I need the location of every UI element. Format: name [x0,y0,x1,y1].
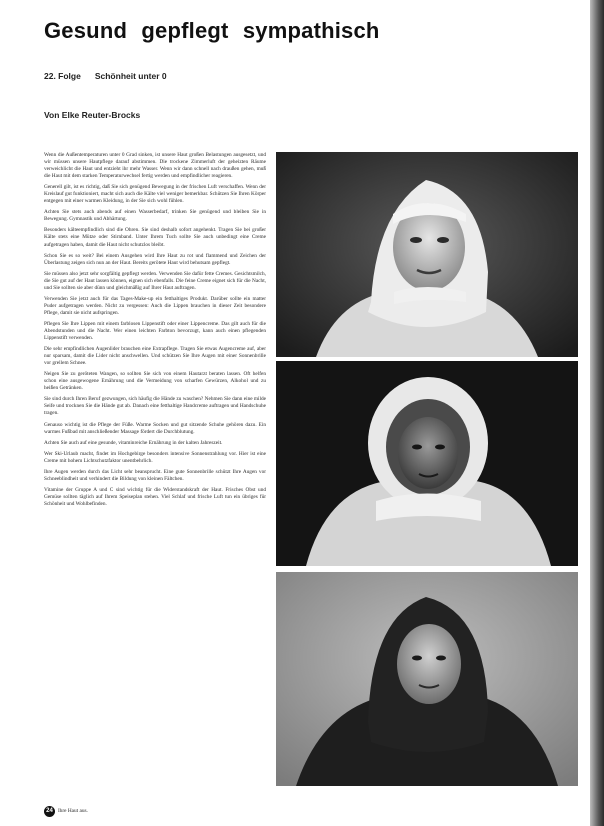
series-name: Schönheit unter 0 [94,71,167,81]
page-number: 24 [44,806,55,817]
body-paragraph: Achten Sie stets auch abends auf einen Wasserbedarf, trinken Sie genügend und bleiben Sie in Bewegung. Gymnastik und Abhärtung. [44,209,266,223]
photo-dark-hood [276,572,578,786]
body-paragraph: Schon Sie es so weit? Bei einem Ausgehen wird Ihre Haut zu rot und flammend und Zeichen der Überlastung zeigen sich nun an der Haut. Bereits gerötete Haut wird behutsam gepflegt. [44,252,266,266]
body-paragraph: Achten Sie auch auf eine gesunde, vitaminreiche Ernährung in der kalten Jahreszeit. [44,439,223,446]
body-paragraph: Ihre Augen werden durch das Licht sehr beansprucht. Eine gute Sonnenbrille schützt Ihre Augen vor Schneeblindheit und verhindert die Bildung von kleinen Fältchen. [44,468,266,482]
body-paragraph: Generell gilt, ist es richtig, daß Sie sich genügend Bewegung in der frischen Luft verschaffen. Wenn der Kreislauf gut funktioniert, macht sich auch die Kälte viel weniger bemerkbar. Schützen Sie Ihren Körper entgegen mit einer warmen Kleidung, in der Sie sich wohl fühlen. [44,184,266,205]
page-edge-shadow [590,0,604,826]
body-paragraph: Die sehr empfindlichen Augenlider brauchen eine Extrapflege. Tragen Sie etwas Augencreme auf, aber nur sparsam, damit die Lider nicht anschwellen. Und schützen Sie Ihre Augen mit einer Sonnenbrille vor grellem Schnee. [44,346,266,367]
body-paragraph: Wenn die Außentemperaturen unter 0 Grad sinken, ist unsere Haut großen Belastungen ausgesetzt, und wir müssen unsere Hautpflege darauf abstimmen. Die trockene Zimmerluft der geheizten Räume verweichlicht die Haut und entzieht ihr mehr Wasser. Wenn wir dann schnell nach draußen gehen, muß die Haut mit dem starken Temperaturwechsel fertig werden und empfindlicher reagieren. [44,152,266,180]
series-number: 22. Folge [44,71,81,81]
article-body [44,152,266,512]
article-title: Gesund gepflegt sympathisch [44,18,380,43]
body-paragraph: Sie sind durch Ihren Beruf gezwungen, sich häufig die Hände zu waschen? Nehmen Sie dann eine milde Seife und trocknen Sie die Hände gut ab. Danach eine fetthaltige Handcreme auftragen und Handschuhe tragen. [44,396,266,417]
body-paragraph: Neigen Sie zu geröteten Wangen, so sollten Sie sich von einem Hautarzt beraten lassen. Oft helfen schon eine ausgewogene Ernährung und die Vermeidung von scharfen Gewürzen, Alkohol und zu heißen Getränken. [44,371,266,392]
body-paragraph: Genauso wichtig ist die Pflege der Füße. Warme Socken und gut sitzende Schuhe gehören dazu. Ein warmes Fußbad mit anschließender Massage fördert die Durchblutung. [44,421,266,435]
photo-white-hood [276,152,578,357]
author-byline: Von Elke Reuter-Brocks [44,110,141,120]
closing-line: Ihre Haut aus. [58,808,88,814]
series-line [44,71,167,81]
body-paragraph: Verwenden Sie jetzt auch für das Tages-Make-up ein fetthaltiges Produkt. Darüber sollte ein matter Puder aufgetragen werden. Nicht zu vergessen: Auch die Lippen brauchen in dieser Zeit besondere Pflege, damit sie nicht aufspringen. [44,295,266,316]
body-paragraph: Sie müssen also jetzt sehr sorgfältig gepflegt werden. Verwenden Sie dafür fette Cremes. Gesichtsmilch, die Sie gut auf der Haut lassen können, eignen sich ebenfalls. Die feine Creme eignet sich für die Nacht, und Sie sollten sie aber dünn und gleichmäßig auf Ihrer Haut auftragen. [44,270,266,291]
body-paragraph: Besonders kälteempfindlich sind die Ohren. Sie sind deshalb sofort angehenkt. Tragen Sie bei großer Kälte stets eine Mütze oder Stirnband. Unter Ihrem Tuch sollte Sie auch unbedingt eine Creme aufgetragen haben, damit die Haut nicht schutzlos bleibt. [44,227,266,248]
body-paragraph: Vitamine der Gruppe A und C sind wichtig für die Widerstandskraft der Haut. Frisches Obst und Gemüse sollten täglich auf Ihrem Speiseplan stehen. Viel Schlaf und frische Luft tun ein übriges für Schönheit und Wohlbefinden. [44,486,266,507]
photo-fur-hood [276,361,578,566]
body-paragraph: Wer Ski-Urlaub macht, findet im Hochgebirge besonders intensive Sonnenstrahlung vor. Hier ist eine Creme mit hohem Lichtschutzfaktor unentbehrlich. [44,450,266,464]
body-paragraph: Pflegen Sie Ihre Lippen mit einem farblosen Lippenstift oder einer Lippencreme. Das gilt auch für die Abendstunden und die Nacht. Wer einen leichten Farbton bevorzugt, kann auch einen pflegenden Lippenstift verwenden. [44,320,266,342]
